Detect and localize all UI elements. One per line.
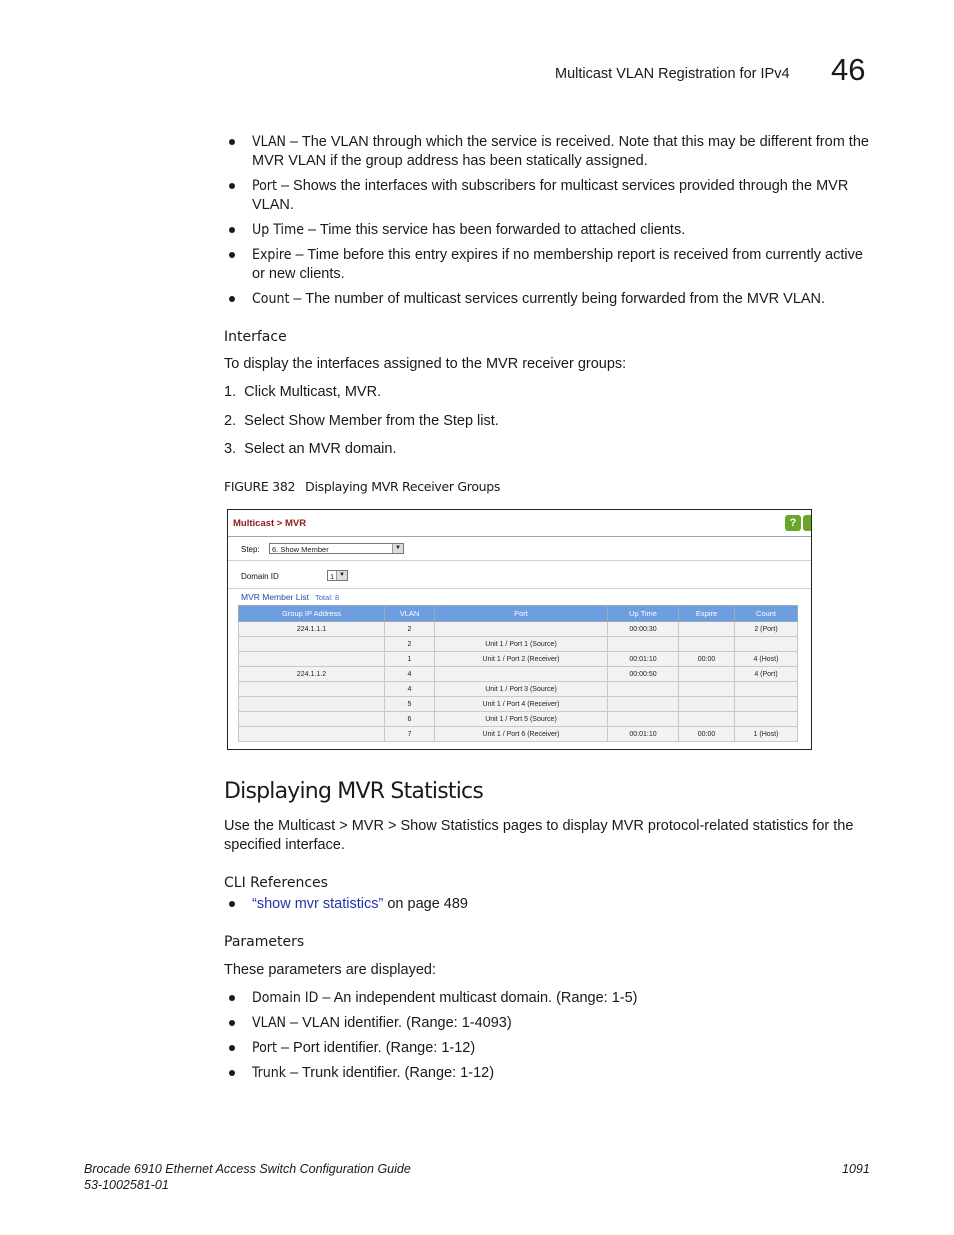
list-item: Expire – Time before this entry expires if no membership report is received from currently active or new clients. — [224, 246, 874, 284]
list-item: Port – Port identifier. (Range: 1-12) — [224, 1039, 874, 1058]
column-header: Port — [435, 606, 608, 622]
mvr-member-table — [238, 605, 798, 742]
divider — [228, 560, 811, 561]
page-number: 1091 — [842, 1162, 870, 1176]
interface-heading: Interface — [224, 329, 287, 345]
step-select[interactable]: 6. Show Member ▼ — [269, 543, 404, 554]
list-item: VLAN – VLAN identifier. (Range: 1-4093) — [224, 1014, 874, 1033]
list-item: Trunk – Trunk identifier. (Range: 1-12) — [224, 1064, 874, 1083]
list-item: Up Time – Time this service has been forwarded to attached clients. — [224, 221, 874, 240]
figure-title-bar — [228, 510, 811, 537]
cli-reference-link[interactable]: “show mvr statistics” — [252, 896, 384, 912]
table-header-row — [239, 606, 798, 622]
column-header: Up Time — [608, 606, 679, 622]
chevron-down-icon: ▼ — [336, 571, 347, 580]
table-row: 224.1.1.1 2 00:00:30 2 (Port) — [239, 622, 798, 637]
table-row: 7 Unit 1 / Port 6 (Receiver) 00:01:10 00:00 1 (Host) — [239, 727, 798, 742]
cli-reference-list — [224, 895, 874, 914]
parameters-list — [224, 989, 874, 1083]
domain-id-label: Domain ID — [241, 572, 279, 581]
running-header-title: Multicast VLAN Registration for IPv4 — [555, 66, 790, 82]
parameters-heading: Parameters — [224, 934, 305, 950]
column-header: Count — [735, 606, 798, 622]
section-intro: Use the Multicast > MVR > Show Statistics pages to display MVR protocol-related statistics for the specified interface. — [224, 818, 854, 853]
chapter-number: 46 — [831, 52, 866, 87]
interface-intro: To display the interfaces assigned to the MVR receiver groups: — [224, 356, 627, 372]
divider — [228, 588, 811, 589]
table-row: 6 Unit 1 / Port 5 (Source) — [239, 712, 798, 727]
footer-doc-info: Brocade 6910 Ethernet Access Switch Configuration Guide 53-1002581-01 — [84, 1162, 411, 1192]
member-list-title: MVR Member List Total: 8 — [241, 592, 340, 602]
parameters-intro: These parameters are displayed: — [224, 962, 436, 978]
step-item: 3. Select an MVR domain. — [224, 441, 397, 457]
list-item: VLAN – The VLAN through which the service is received. Note that this may be different from the MVR VLAN if the group address has been statically assigned. — [224, 133, 874, 171]
cli-references-heading: CLI References — [224, 875, 328, 891]
table-row: 2 Unit 1 / Port 1 (Source) — [239, 637, 798, 652]
list-item: Count – The number of multicast services currently being forwarded from the MVR VLAN. — [224, 290, 874, 309]
list-item: “show mvr statistics” on page 489 — [224, 895, 874, 914]
chevron-down-icon: ▼ — [392, 544, 403, 553]
field-description-list — [224, 133, 874, 309]
domain-id-select[interactable]: 1 ▼ — [327, 570, 348, 581]
table-row: 224.1.1.2 4 00:00:50 4 (Port) — [239, 667, 798, 682]
list-item: Domain ID – An independent multicast domain. (Range: 1-5) — [224, 989, 874, 1008]
column-header: Group IP Address — [239, 606, 385, 622]
refresh-icon[interactable] — [803, 515, 811, 531]
breadcrumb: Multicast > MVR — [233, 518, 307, 529]
table-row: 1 Unit 1 / Port 2 (Receiver) 00:01:10 00:00 4 (Host) — [239, 652, 798, 667]
step-item: 1. Click Multicast, MVR. — [224, 384, 382, 400]
step-item: 2. Select Show Member from the Step list. — [224, 413, 499, 429]
help-icon[interactable]: ? — [785, 515, 801, 531]
section-heading: Displaying MVR Statistics — [224, 779, 483, 804]
table-row: 5 Unit 1 / Port 4 (Receiver) — [239, 697, 798, 712]
column-header: Expire — [679, 606, 735, 622]
column-header: VLAN — [385, 606, 435, 622]
table-row: 4 Unit 1 / Port 3 (Source) — [239, 682, 798, 697]
mvr-screenshot-figure — [227, 509, 812, 750]
figure-caption: FIGURE 382 Displaying MVR Receiver Groups — [224, 479, 501, 494]
step-label: Step: — [241, 545, 260, 554]
list-item: Port – Shows the interfaces with subscribers for multicast services provided through the MVR VLAN. — [224, 177, 874, 215]
